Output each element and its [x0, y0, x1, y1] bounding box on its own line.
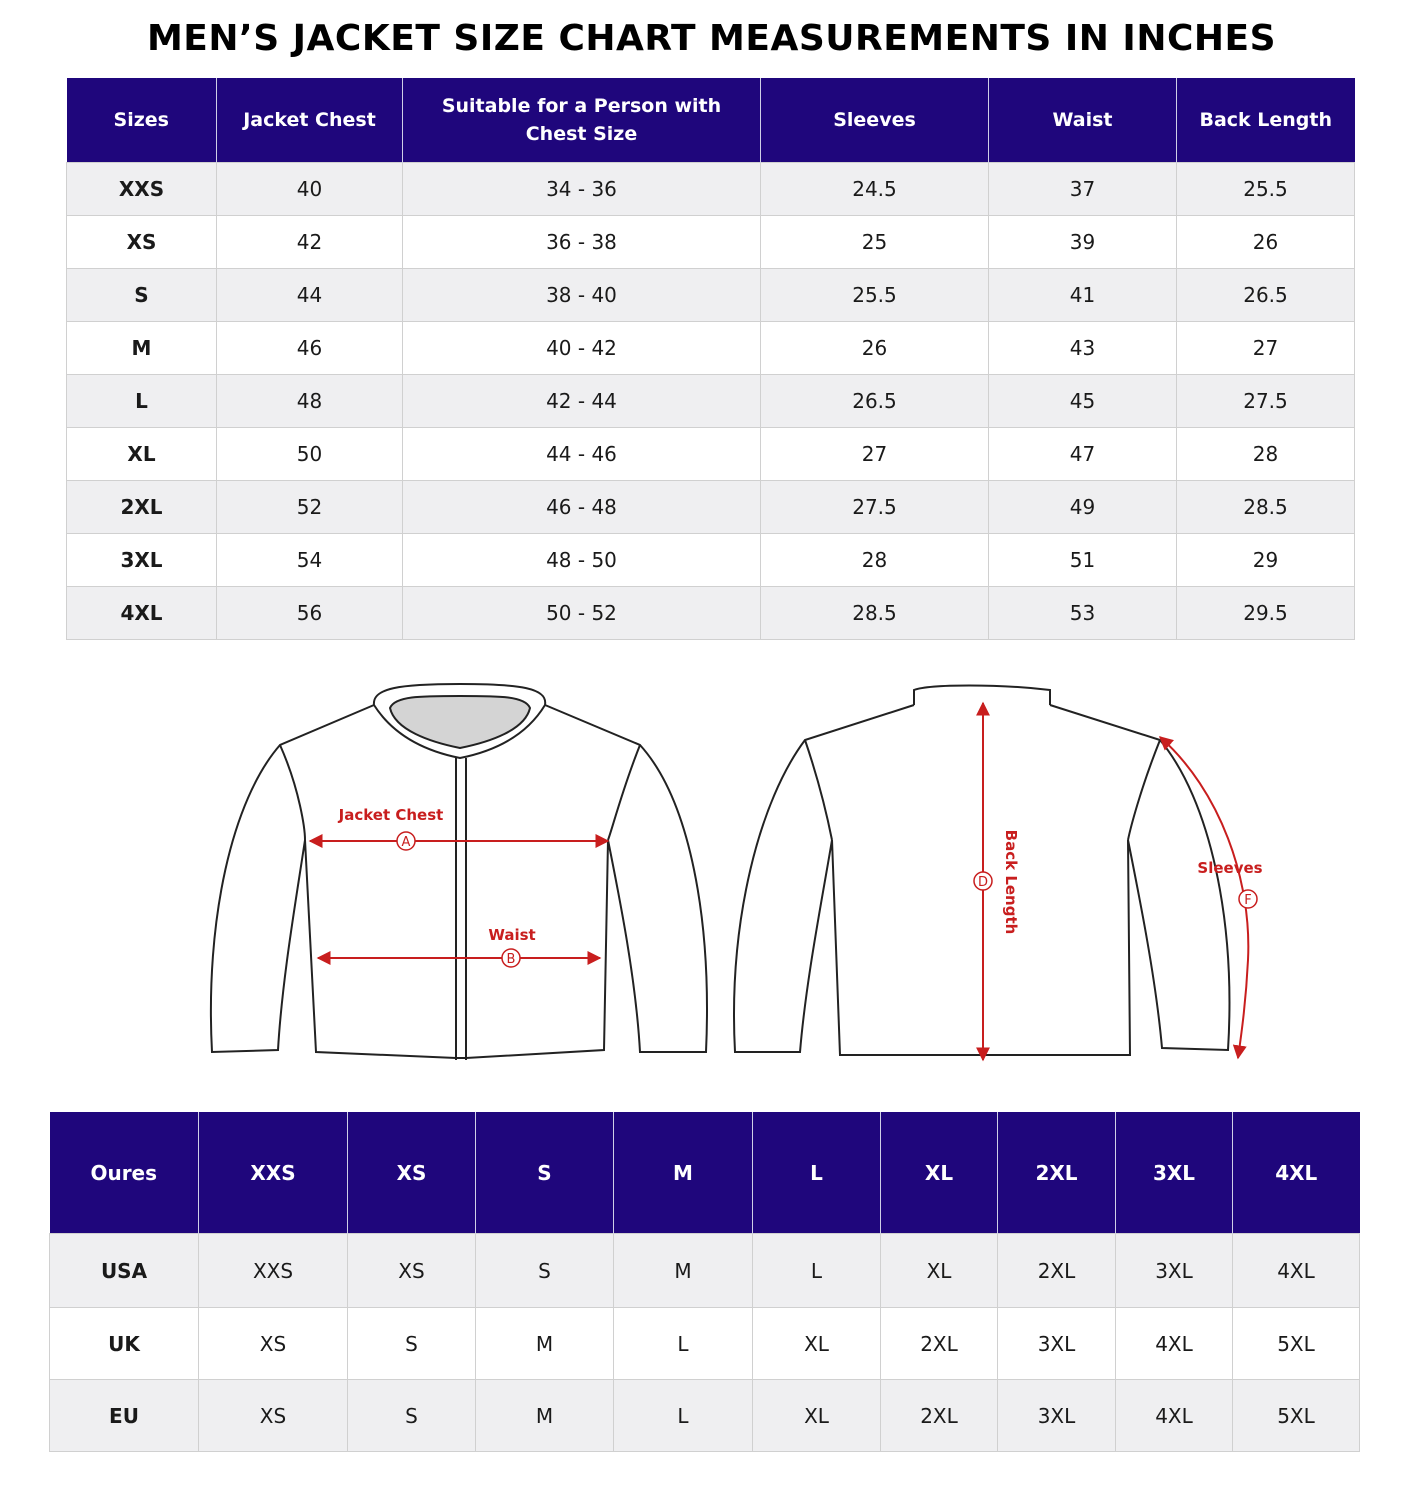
table-cell: 4XL — [1233, 1234, 1360, 1308]
table-cell: 24.5 — [761, 163, 989, 216]
page-title: MEN’S JACKET SIZE CHART MEASUREMENTS IN INCHES — [146, 18, 1277, 59]
conversion-column-header: 2XL — [998, 1112, 1116, 1234]
column-header-sleeves: Sleeves — [761, 78, 989, 163]
conversion-column-header: Oures — [50, 1112, 199, 1234]
region-label-cell: EU — [50, 1380, 199, 1452]
jacket-back-illustration — [734, 686, 1229, 1056]
table-row — [67, 375, 1355, 428]
size-label-cell: 3XL — [67, 534, 217, 587]
size-conversion-table — [49, 1112, 1360, 1452]
column-header-waist: Waist — [989, 78, 1177, 163]
table-row — [67, 587, 1355, 640]
table-cell: 47 — [989, 428, 1177, 481]
table-cell: 53 — [989, 587, 1177, 640]
table-cell: 2XL — [881, 1308, 998, 1380]
size-label-cell: XS — [67, 216, 217, 269]
table-cell: XL — [881, 1234, 998, 1308]
table-cell: 41 — [989, 269, 1177, 322]
table-cell: L — [614, 1380, 753, 1452]
table-cell: 45 — [989, 375, 1177, 428]
table-cell: M — [614, 1234, 753, 1308]
table-row — [67, 322, 1355, 375]
table-cell: S — [348, 1380, 476, 1452]
table-cell: 27 — [761, 428, 989, 481]
table-cell: 44 - 46 — [403, 428, 761, 481]
table-row — [50, 1380, 1360, 1452]
size-chart-table — [66, 78, 1355, 640]
table-cell: 51 — [989, 534, 1177, 587]
table-cell: M — [476, 1380, 614, 1452]
table-cell: 28 — [761, 534, 989, 587]
region-label-cell: UK — [50, 1308, 199, 1380]
table-cell: 26.5 — [1177, 269, 1355, 322]
table-row — [67, 481, 1355, 534]
jacket-front-illustration — [211, 684, 707, 1060]
table-cell: 26 — [1177, 216, 1355, 269]
measure-waist — [318, 926, 600, 967]
table-cell: 34 - 36 — [403, 163, 761, 216]
table-row — [50, 1234, 1360, 1308]
conversion-column-header: 3XL — [1116, 1112, 1233, 1234]
table-cell: XL — [753, 1380, 881, 1452]
region-label-cell: USA — [50, 1234, 199, 1308]
conversion-column-header: 4XL — [1233, 1112, 1360, 1234]
table-cell: 43 — [989, 322, 1177, 375]
conversion-column-header: XS — [348, 1112, 476, 1234]
table-cell: 37 — [989, 163, 1177, 216]
measure-sleeves — [1160, 737, 1263, 1058]
table-cell: 5XL — [1233, 1308, 1360, 1380]
table-cell: XS — [348, 1234, 476, 1308]
table-cell: XL — [753, 1308, 881, 1380]
table-cell: 2XL — [998, 1234, 1116, 1308]
waist-marker: B — [506, 952, 516, 967]
table-cell: 28.5 — [1177, 481, 1355, 534]
table-cell: 42 — [217, 216, 403, 269]
table-cell: 26 — [761, 322, 989, 375]
size-label-cell: 4XL — [67, 587, 217, 640]
size-label-cell: XL — [67, 428, 217, 481]
table-cell: 28.5 — [761, 587, 989, 640]
table-cell: 4XL — [1116, 1380, 1233, 1452]
conversion-header-row — [50, 1112, 1360, 1234]
sleeves-label: Sleeves — [1197, 859, 1263, 877]
table-cell: 46 - 48 — [403, 481, 761, 534]
size-label-cell: M — [67, 322, 217, 375]
table-cell: 29.5 — [1177, 587, 1355, 640]
table-row — [50, 1308, 1360, 1380]
table-cell: 3XL — [1116, 1234, 1233, 1308]
table-cell: 42 - 44 — [403, 375, 761, 428]
table-cell: 48 - 50 — [403, 534, 761, 587]
table-cell: 50 — [217, 428, 403, 481]
column-header-sizes: Sizes — [67, 78, 217, 163]
table-cell: 27.5 — [761, 481, 989, 534]
table-row — [67, 428, 1355, 481]
size-table-header-row — [67, 78, 1355, 163]
table-cell: 38 - 40 — [403, 269, 761, 322]
jacket-measurement-diagram — [0, 670, 1423, 1080]
table-cell: 39 — [989, 216, 1177, 269]
chest-label: Jacket Chest — [338, 806, 444, 824]
table-cell: S — [476, 1234, 614, 1308]
conversion-column-header: M — [614, 1112, 753, 1234]
table-cell: 2XL — [881, 1380, 998, 1452]
conversion-column-header: S — [476, 1112, 614, 1234]
conversion-column-header: XL — [881, 1112, 998, 1234]
table-cell: S — [348, 1308, 476, 1380]
table-cell: 28 — [1177, 428, 1355, 481]
table-cell: M — [476, 1308, 614, 1380]
table-cell: 44 — [217, 269, 403, 322]
table-cell: 27 — [1177, 322, 1355, 375]
table-cell: 27.5 — [1177, 375, 1355, 428]
table-cell: 52 — [217, 481, 403, 534]
conversion-column-header: L — [753, 1112, 881, 1234]
back-length-marker: D — [977, 875, 989, 890]
table-row — [67, 534, 1355, 587]
table-cell: 4XL — [1116, 1308, 1233, 1380]
size-label-cell: XXS — [67, 163, 217, 216]
table-cell: 54 — [217, 534, 403, 587]
column-header-jacket-chest: Jacket Chest — [217, 78, 403, 163]
table-cell: 48 — [217, 375, 403, 428]
table-cell: XS — [199, 1308, 348, 1380]
table-row — [67, 163, 1355, 216]
table-cell: 56 — [217, 587, 403, 640]
table-cell: 50 - 52 — [403, 587, 761, 640]
table-row — [67, 269, 1355, 322]
table-cell: 26.5 — [761, 375, 989, 428]
column-header-person-chest: Suitable for a Person with Chest Size — [403, 78, 761, 163]
size-label-cell: S — [67, 269, 217, 322]
chest-marker: A — [401, 835, 411, 850]
conversion-column-header: XXS — [199, 1112, 348, 1234]
table-cell: 25.5 — [761, 269, 989, 322]
measure-back-length — [974, 703, 1020, 1060]
table-cell: 3XL — [998, 1380, 1116, 1452]
size-label-cell: 2XL — [67, 481, 217, 534]
table-cell: L — [753, 1234, 881, 1308]
measure-chest — [310, 806, 608, 850]
table-cell: 40 — [217, 163, 403, 216]
waist-label: Waist — [488, 926, 536, 944]
column-header-back-length: Back Length — [1177, 78, 1355, 163]
table-cell: 25.5 — [1177, 163, 1355, 216]
table-cell: 25 — [761, 216, 989, 269]
table-cell: 3XL — [998, 1308, 1116, 1380]
size-label-cell: L — [67, 375, 217, 428]
table-cell: 36 - 38 — [403, 216, 761, 269]
table-row — [67, 216, 1355, 269]
table-cell: 29 — [1177, 534, 1355, 587]
back-length-label: Back Length — [1002, 829, 1020, 935]
sleeves-marker: F — [1244, 893, 1252, 908]
table-cell: 5XL — [1233, 1380, 1360, 1452]
table-cell: 49 — [989, 481, 1177, 534]
table-cell: XXS — [199, 1234, 348, 1308]
table-cell: 40 - 42 — [403, 322, 761, 375]
table-cell: XS — [199, 1380, 348, 1452]
table-cell: 46 — [217, 322, 403, 375]
table-cell: L — [614, 1308, 753, 1380]
